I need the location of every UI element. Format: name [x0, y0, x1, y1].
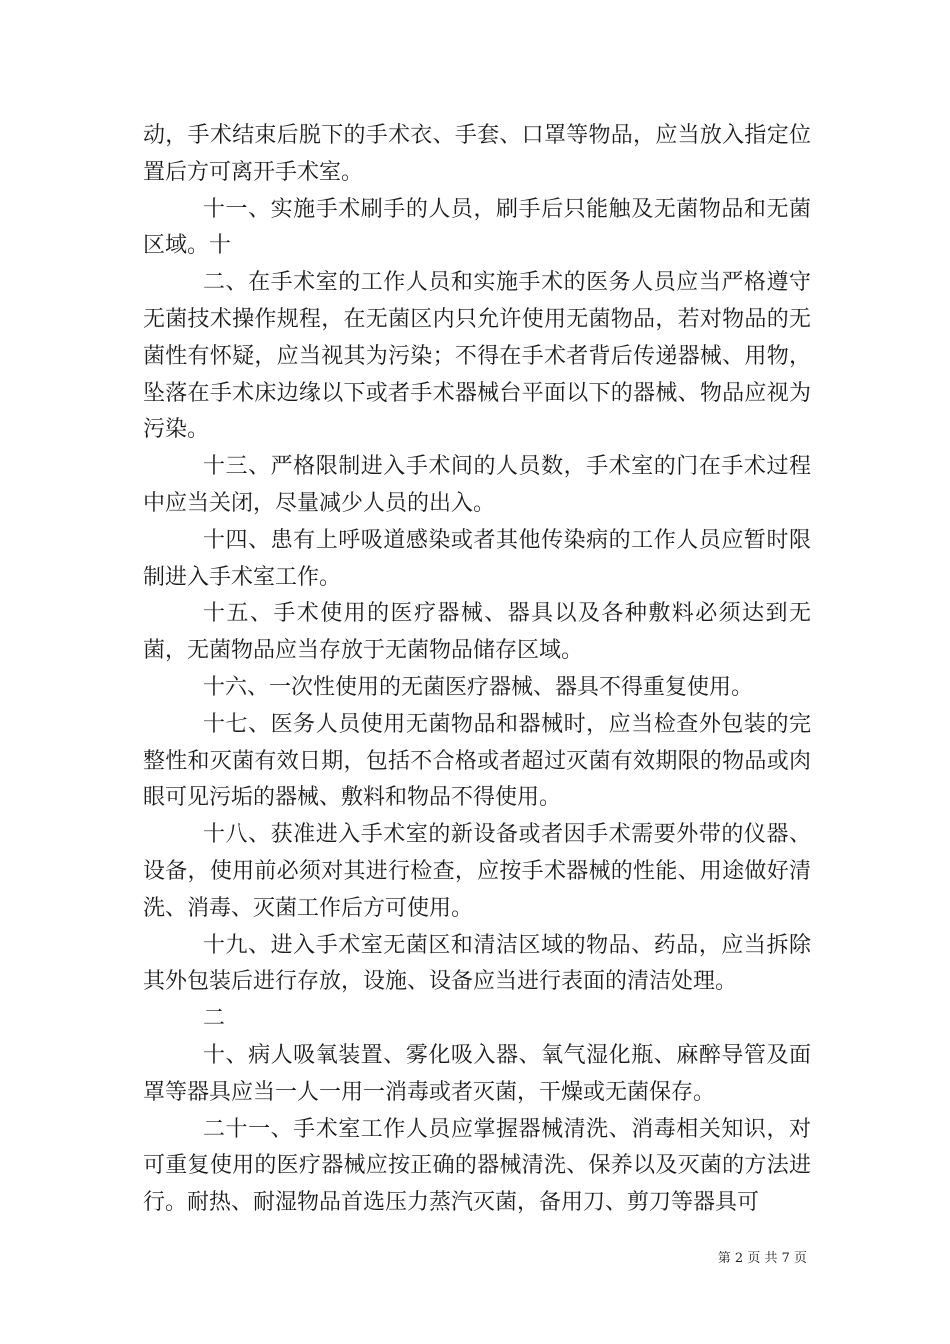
paragraph: 十七、医务人员使用无菌物品和器械时，应当检查外包装的完整性和灭菌有效日期，包括不合格或者超过灭菌有效期限的物品或肉眼可见污垢的器械、敷料和物品不得使用。 [143, 711, 811, 811]
page-number: 第 2 页 共 7 页 [717, 1251, 807, 1266]
paragraph: 十四、患有上呼吸道感染或者其他传染病的工作人员应暂时限制进入手术室工作。 [143, 527, 811, 590]
paragraph: 二十一、手术室工作人员应掌握器械清洗、消毒相关知识，对可重复使用的医疗器械应按正确的器械清洗、保养以及灭菌的方法进行。耐热、耐湿物品首选压力蒸汽灭菌，备用刀、剪刀等器具可 [143, 1116, 811, 1216]
document-body [143, 118, 811, 1222]
paragraph: 十一、实施手术刷手的人员，刷手后只能触及无菌物品和无菌区域。十 [143, 196, 811, 259]
paragraph: 十八、获准进入手术室的新设备或者因手术需要外带的仪器、设备，使用前必须对其进行检查，应按手术器械的性能、用途做好清洗、消毒、灭菌工作后方可使用。 [143, 822, 811, 921]
paragraph: 十五、手术使用的医疗器械、器具以及各种敷料必须达到无菌，无菌物品应当存放于无菌物品储存区域。 [143, 601, 811, 664]
paragraph: 十九、进入手术室无菌区和清洁区域的物品、药品，应当拆除其外包装后进行存放，设施、设备应当进行表面的清洁处理。 [143, 932, 811, 995]
paragraph: 十、病人吸氧装置、雾化吸入器、氧气湿化瓶、麻醉导管及面罩等器具应当一人一用一消毒或者灭菌，干燥或无菌保存。 [143, 1042, 811, 1105]
paragraph: 二、在手术室的工作人员和实施手术的医务人员应当严格遵守无菌技术操作规程，在无菌区内只允许使用无菌物品，若对物品的无菌性有怀疑，应当视其为污染；不得在手术者背后传递器械、用物，坠落在手术床边缘以下或者手术器械台平面以下的器械、物品应视为污染。 [143, 270, 811, 443]
paragraph: 动，手术结束后脱下的手术衣、手套、口罩等物品，应当放入指定位置后方可离开手术室。 [143, 123, 811, 185]
paragraph: 二 [203, 1006, 226, 1032]
paragraph: 十三、严格限制进入手术间的人员数，手术室的门在手术过程中应当关闭，尽量减少人员的出入。 [143, 454, 811, 516]
paragraph: 十六、一次性使用的无菌医疗器械、器具不得重复使用。 [203, 674, 754, 700]
